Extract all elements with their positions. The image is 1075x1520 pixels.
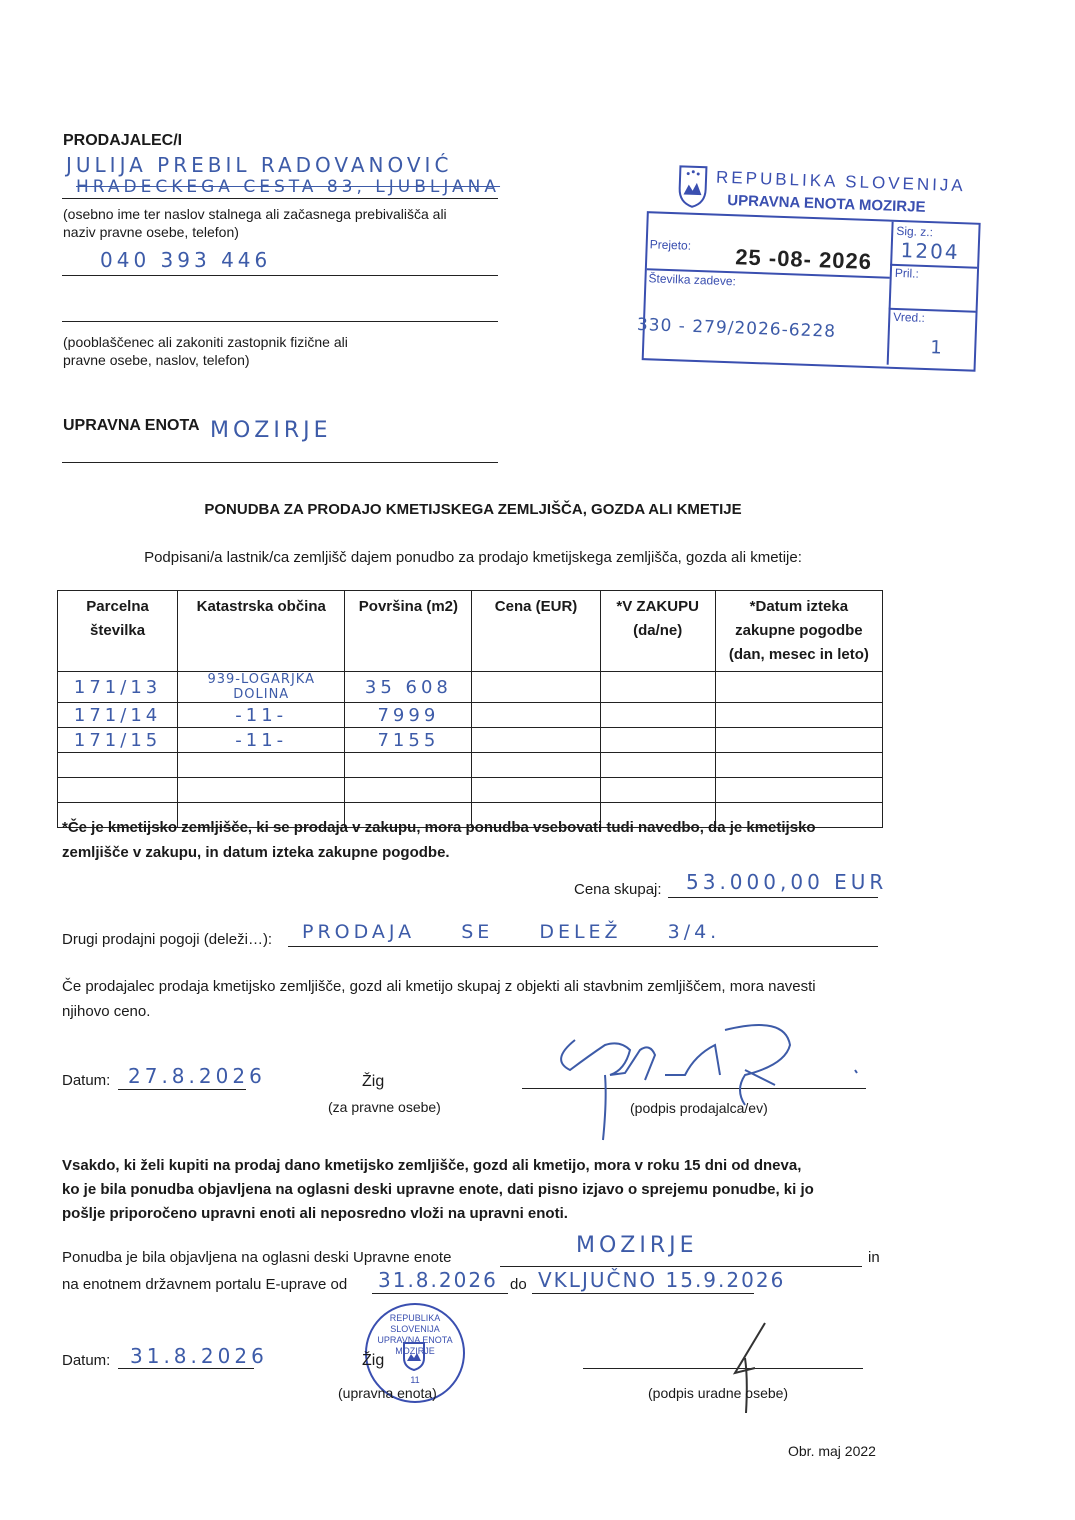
official-date-value: 31.8.2026 (130, 1344, 268, 1368)
published-from: 31.8.2026 (378, 1268, 498, 1292)
seller-phone: 040 393 446 (100, 248, 272, 272)
table-cell: 35 608 (345, 672, 472, 703)
lease-note-2: zemljišče v zakupu, in datum izteka zakupne pogodbe. (62, 844, 450, 861)
admin-unit-line (62, 462, 498, 463)
table-cell: -11- (178, 703, 345, 728)
stamp-sig-label: Sig. z.: (896, 223, 934, 240)
intro-text: Podpisani/a lastnik/ca zemljišč dajem ponudbo za prodajo kmetijskega zemljišča, gozda ali kmetije: (144, 549, 802, 566)
col-header-cadastral: Katastrska občina (178, 591, 345, 672)
table-cell (715, 672, 882, 703)
official-signature-caption: (podpis uradne osebe) (648, 1385, 789, 1401)
official-seal-text: REPUBLIKA SLOVENIJA UPRAVNA ENOTA MOZIRJE (377, 1313, 453, 1356)
rep-caption-1: (pooblaščenec ali zakoniti zastopnik fizične ali (63, 334, 348, 350)
document-title: PONUDBA ZA PRODAJO KMETIJSKEGA ZEMLJIŠČA, GOZDA ALI KMETIJE (204, 501, 742, 518)
table-cell (715, 728, 882, 753)
representative-line (62, 321, 498, 322)
objects-note-2: njihovo ceno. (62, 1003, 151, 1020)
notice-line-1: Vsakdo, ki želi kupiti na prodaj dano kmetijsko zemljišče, gozd ali kmetijo, mora v roku 15 dni od dneva, (62, 1157, 802, 1174)
admin-unit-label: UPRAVNA ENOTA (63, 417, 200, 434)
table-cell (345, 778, 472, 803)
published-to: VKLJUČNO 15.9.2026 (538, 1268, 786, 1292)
published-to-line (532, 1293, 754, 1294)
seller-signature-caption: (podpis prodajalca/ev) (630, 1100, 768, 1116)
table-cell (178, 778, 345, 803)
table-cell (600, 778, 715, 803)
stamp-received-label: Prejeto: (649, 237, 692, 253)
table-cell (472, 703, 600, 728)
table-cell: 171/15 (58, 728, 178, 753)
stamp-vred-value: 1 (929, 337, 947, 359)
official-date-label: Datum: (62, 1352, 111, 1369)
table-cell (472, 778, 600, 803)
notice-line-3: pošlje priporočeno upravni enoti ali neposredno vloži na upravni enoti. (62, 1205, 568, 1222)
official-seal-label: Žig (362, 1352, 385, 1369)
stamp-case-label: Številka zadeve: (648, 271, 737, 289)
coat-of-arms-icon (677, 164, 709, 209)
table-cell (58, 753, 178, 778)
total-price-line (668, 897, 878, 898)
seller-name: JULIJA PREBIL RADOVANOVIĆ (66, 153, 453, 177)
admin-unit-value: MOZIRJE (210, 418, 332, 443)
seller-caption-1: (osebno ime ter naslov stalnega ali začasnega prebivališča ali (63, 206, 447, 222)
published-in: in (868, 1249, 880, 1266)
seller-signature-mark (545, 1015, 875, 1145)
official-seal-number: 11 (410, 1375, 420, 1385)
table-cell (58, 778, 178, 803)
seller-seal-label: Žig (362, 1073, 385, 1090)
table-cell (715, 703, 882, 728)
seller-seal-caption: (za pravne osebe) (328, 1099, 441, 1115)
table-cell (472, 672, 600, 703)
table-cell (178, 753, 345, 778)
table-cell: 7155 (345, 728, 472, 753)
total-price-value: 53.000,00 EUR (686, 870, 888, 894)
table-cell (600, 703, 715, 728)
table-cell (600, 753, 715, 778)
notice-line-2: ko je bila ponudba objavljena na oglasni deski upravne enote, dati pisno izjavo o sprejemu ponudbe, ki jo (62, 1181, 814, 1198)
table-cell (600, 672, 715, 703)
table-cell: 939-LOGARJKA DOLINA (178, 672, 345, 703)
table-header-row (58, 591, 883, 672)
col-header-lease: *V ZAKUPU (da/ne) (600, 591, 715, 672)
other-conditions-label: Drugi prodajni pogoji (deleži…): (62, 931, 273, 948)
published-do: do (510, 1276, 527, 1293)
official-signature-mark (720, 1318, 780, 1418)
seller-address-line (62, 198, 498, 199)
seller-date-label: Datum: (62, 1072, 111, 1089)
published-unit: MOZIRJE (576, 1233, 698, 1258)
table-cell (715, 753, 882, 778)
stamp-pril-label: Pril.: (894, 265, 920, 281)
phone-line (62, 275, 498, 276)
published-text-2: na enotnem državnem portalu E-uprave od (62, 1276, 348, 1293)
total-price-label: Cena skupaj: (574, 881, 662, 898)
form-version: Obr. maj 2022 (788, 1443, 876, 1459)
table-row (58, 728, 883, 753)
table-cell (715, 778, 882, 803)
published-unit-line (500, 1266, 862, 1267)
stamp-line-1: REPUBLIKA SLOVENIJA (715, 167, 967, 196)
col-header-price: Cena (EUR) (472, 591, 600, 672)
table-cell (472, 728, 600, 753)
stamp-vred-label: Vred.: (893, 309, 926, 325)
col-header-parcel: Parcelna številka (58, 591, 178, 672)
table-row (58, 703, 883, 728)
rep-caption-2: pravne osebe, naslov, telefon) (63, 352, 250, 368)
table-cell (472, 753, 600, 778)
official-seal-caption: (upravna enota) (338, 1385, 437, 1401)
table-cell (600, 728, 715, 753)
stamp-case-value: 330 - 279/2026-6228 (636, 314, 837, 342)
table-cell (345, 753, 472, 778)
lease-note-1: *Če je kmetijsko zemljišče, ki se prodaja v zakupu, mora ponudba vsebovati tudi navedbo, da je kmetijsko (62, 819, 816, 836)
seller-heading: PRODAJALEC/I (63, 132, 183, 149)
published-from-line (372, 1293, 508, 1294)
table-cell: -11- (178, 728, 345, 753)
table-cell: 7999 (345, 703, 472, 728)
official-date-line (118, 1368, 254, 1369)
stamp-sig-value: 1204 (900, 238, 960, 265)
col-header-area: Površina (m2) (345, 591, 472, 672)
other-conditions-value: PRODAJA SE DELEŽ 3/4. (302, 921, 721, 943)
table-row (58, 753, 883, 778)
reception-stamp (636, 159, 984, 376)
table-cell: 171/14 (58, 703, 178, 728)
seal-coat-of-arms-icon (402, 1341, 426, 1371)
stamp-line-2: UPRAVNA ENOTA MOZIRJE (726, 191, 926, 216)
parcels-table (57, 590, 883, 828)
objects-note-1: Če prodajalec prodaja kmetijsko zemljišče, gozd ali kmetijo skupaj z objekti ali stavbnim zemljiščem, mora navesti (62, 978, 816, 995)
seller-date-line (118, 1089, 246, 1090)
table-cell: 171/13 (58, 672, 178, 703)
table-row (58, 778, 883, 803)
stamp-received-date: 25 -08- 2026 (734, 244, 873, 275)
seller-caption-2: naziv pravne osebe, telefon) (63, 224, 239, 240)
seller-date-value: 27.8.2026 (128, 1064, 266, 1088)
table-row (58, 672, 883, 703)
seller-address: HRADECKEGA CESTA 83, LJUBLJANA (76, 177, 501, 197)
published-text-1: Ponudba je bila objavljena na oglasni deski Upravne enote (62, 1249, 452, 1266)
other-conditions-line (288, 946, 878, 947)
col-header-lease-end: *Datum izteka zakupne pogodbe (dan, mesec in leto) (715, 591, 882, 672)
